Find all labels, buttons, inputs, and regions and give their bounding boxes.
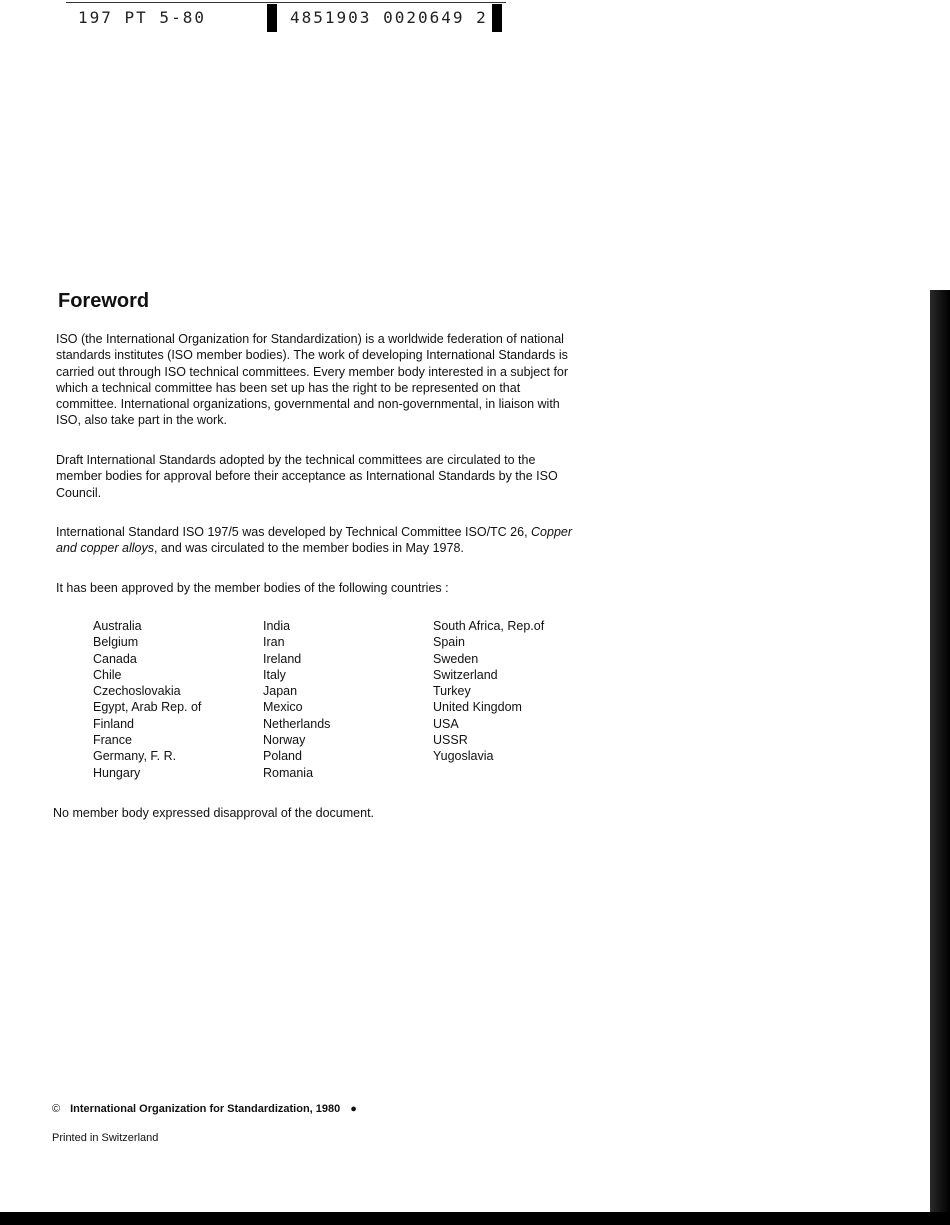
page-title: Foreword [58,290,150,312]
country-item: Sweden [433,651,479,666]
country-item: USSR [433,733,468,748]
country-item: Canada [93,651,137,666]
country-item: South Africa, Rep.of [433,619,545,633]
scan-top-line [66,2,506,3]
countries-column-2 [263,618,330,781]
country-item: Japan [263,684,298,699]
country-item: USA [433,716,459,731]
country-item: United Kingdom [433,700,522,715]
copyright-line [52,1103,357,1115]
scan-right-edge [930,290,950,1225]
country-item: Italy [263,667,286,682]
printed-in: Printed in Switzerland [52,1132,159,1144]
copyright-symbol: © [52,1103,61,1115]
foreword-paragraph-1: ISO (the International Organization for Standardization) is a worldwide federation of national standards institutes (ISO member bodies). The work of developing International Standards is carried out through ISO technical committees. Every member body interested in a subject for which a technical committee has been set up has the right to be represented on that committee. International organizations, governmental and non-governmental, in liaison with ISO, also take part in the work. [56,332,569,428]
country-item: Ireland [263,651,302,666]
country-item: Netherlands [263,716,331,731]
country-item: Switzerland [433,667,498,682]
country-item: Yugoslavia [433,749,494,764]
committee-name: Copper and copper alloys [56,525,573,556]
country-item: Turkey [433,684,471,699]
country-item: Germany, F. R. [93,749,177,764]
scan-bottom-edge [0,1212,950,1225]
country-item: Mexico [263,700,303,715]
country-item: Iran [263,635,285,650]
header-code-left: 197 PT 5-80 [78,8,206,27]
country-item: Chile [93,667,122,682]
registration-bar-right [492,4,502,32]
copyright-text: International Organization for Standardization, 1980 [70,1103,341,1115]
approval-intro: It has been approved by the member bodies of the following countries : [56,581,449,595]
country-item: Spain [433,635,465,650]
bullet-icon: ● [350,1103,357,1115]
disapproval-note: No member body expressed disapproval of the document. [53,806,375,820]
country-item: India [263,619,291,633]
registration-bar-left [267,4,277,32]
country-item: Belgium [93,635,139,650]
country-item: Norway [263,733,306,748]
country-item: Hungary [93,765,141,780]
foreword-paragraph-3 [56,524,581,557]
country-item: Poland [263,749,302,764]
country-item: Egypt, Arab Rep. of [93,700,202,715]
country-item: Finland [93,716,134,731]
header-code-right: 4851903 0020649 2 [290,8,488,27]
foreword-paragraph-2: Draft International Standards adopted by the technical committees are circulated to the member bodies for approval before their acceptance as International Standards by the ISO Council. [56,453,558,500]
country-item: Australia [93,619,142,633]
paragraph-3-text-end: , and was circulated to the member bodies in May 1978. [153,541,464,556]
paragraph-3-text-start: International Standard ISO 197/5 was developed by Technical Committee ISO/TC 26, [56,525,532,539]
country-item: France [93,733,132,748]
country-item: Czechoslovakia [93,684,181,699]
countries-column-3 [433,618,544,765]
countries-column-1 [93,618,201,781]
country-item: Romania [263,765,314,780]
